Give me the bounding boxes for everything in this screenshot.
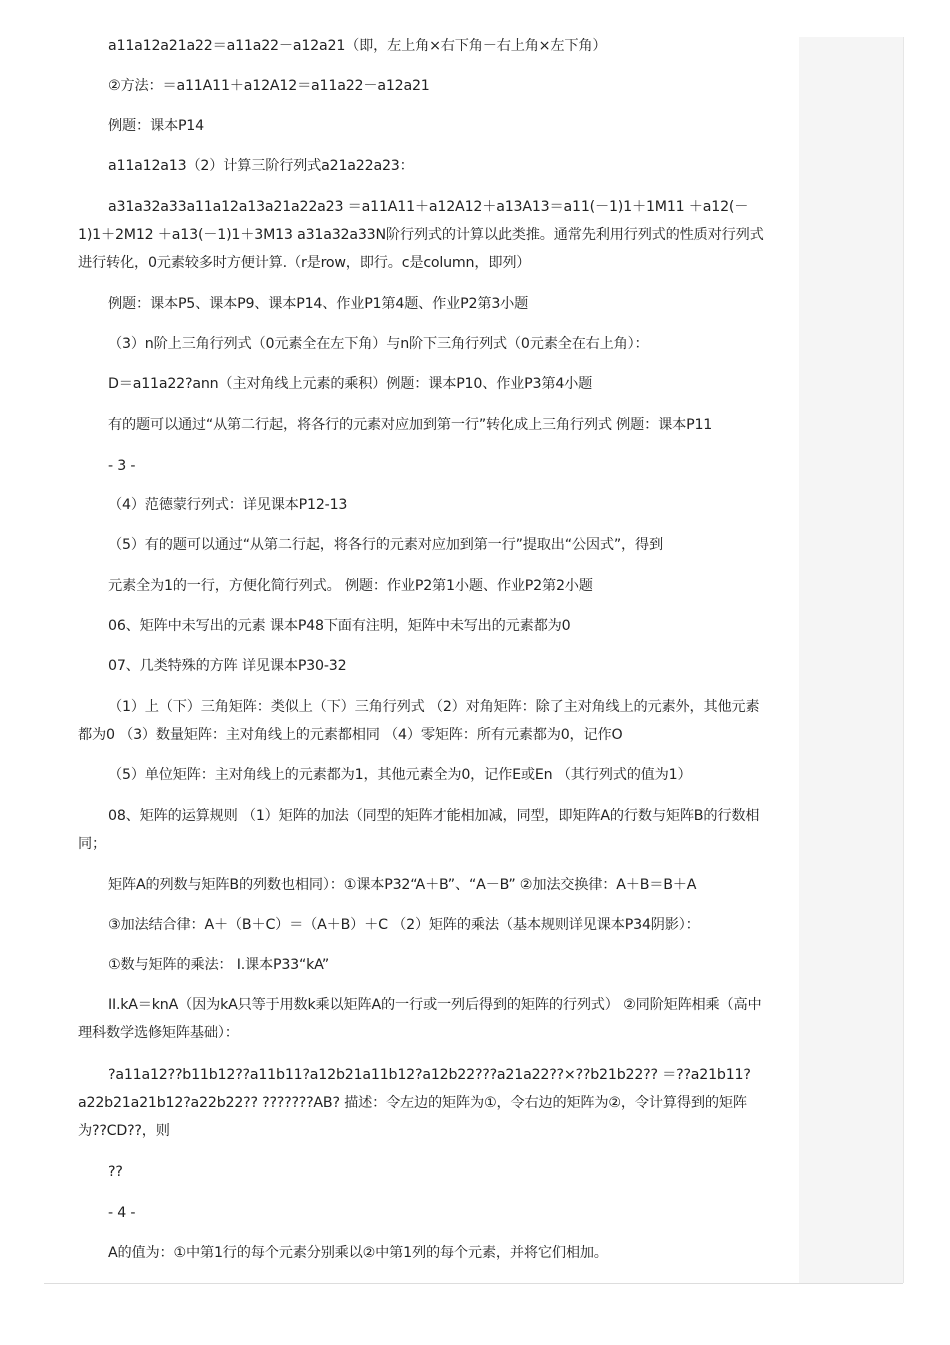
heading-07-special-matrices: 07、几类特殊的方阵 详见课本P30-32: [108, 658, 347, 674]
right-side-panel: [799, 37, 904, 1283]
paragraph-kA-explanation: II.kA＝knA（因为kA只等于用数k乘以矩阵A的一行或一列后得到的矩阵的行列式） ②同阶矩阵相乘（高中理科数学选修矩阵基础）：: [78, 997, 762, 1041]
page-number-4: - 4 -: [108, 1205, 136, 1221]
heading-06-unwritten-elements: 06、矩阵中未写出的元素 课本P48下面有注明，矩阵中未写出的元素都为0: [108, 618, 571, 634]
text-line-example-p14: 例题：课本P14: [108, 118, 204, 134]
text-line-associative-law: ③加法结合律：A＋（B＋C）＝（A＋B）＋C （2）矩阵的乘法（基本规则详见课本P34阴影）：: [108, 917, 700, 933]
text-line-scalar-multiplication: ①数与矩阵的乘法： I.课本P33“kA”: [108, 957, 330, 973]
text-line-examples-list: 例题：课本P5、课本P9、课本P14、作业P1第4题、作业P2第3小题: [108, 296, 529, 312]
text-line-row-addition: 有的题可以通过“从第二行起，将各行的元素对应加到第一行”转化成上三角行列式 例题：课本P11: [108, 417, 713, 433]
text-line-ones-row: 元素全为1的一行，方便化简行列式。 例题：作业P2第1小题、作业P2第2小题: [108, 578, 593, 594]
page-number-3: - 3 -: [108, 458, 136, 474]
paragraph-08-operations: 08、矩阵的运算规则 （1）矩阵的加法（同型的矩阵才能相加减，同型，即矩阵A的行数与矩阵B的行数相同；: [78, 808, 760, 852]
paragraph-matrix-types: （1）上（下）三角矩阵：类似上（下）三角行列式 （2）对角矩阵：除了主对角线上的元素外，其他元素都为0 （3）数量矩阵：主对角线上的元素都相同 （4）零矩阵：所有元素都为0，记作O: [78, 699, 760, 743]
text-line-triangular-determinant: （3）n阶上三角行列式（0元素全在左下角）与n阶下三角行列式（0元素全在右上角）：: [108, 336, 649, 352]
text-line-addition-rules: 矩阵A的列数与矩阵B的列数也相同）：①课本P32“A＋B”、“A－B” ②加法交换律：A＋B＝B＋A: [108, 877, 697, 893]
paragraph-expansion: a31a32a33a11a12a13a21a22a23 ＝a11A11＋a12A12＋a13A13＝a11(－1)1＋1M11 ＋a12(－1)1＋2M12 ＋a13(－1)1＋3M13 a31a32a33N阶行列式的计算以此类推。通常先利用行列式的性质对行列式进行转化，0元素较多时方便计算.（r是row，即行。c是column，即列）: [78, 199, 764, 271]
text-line-diagonal-product: D＝a11a22?ann（主对角线上元素的乘积）例题：课本P10、作业P3第4小题: [108, 376, 593, 392]
text-line-vandermonde: （4）范德蒙行列式：详见课本P12-13: [108, 497, 348, 513]
text-line-common-factor: （5）有的题可以通过“从第二行起，将各行的元素对应加到第一行”提取出“公因式”，得到: [108, 537, 663, 553]
page-bottom-divider: [44, 1283, 903, 1284]
text-line-value-of-A: A的值为：①中第1行的每个元素分别乘以②中第1列的每个元素，并将它们相加。: [108, 1245, 608, 1261]
text-line-third-order: a11a12a13（2）计算三阶行列式a21a22a23：: [108, 158, 414, 174]
text-line-placeholder: ??: [108, 1164, 123, 1180]
text-line-method: ②方法：＝a11A11＋a12A12＝a11a22－a12a21: [108, 78, 430, 94]
paragraph-matrix-product: ?a11a12??b11b12??a11b11?a12b21a11b12?a12b22???a21a22??×??b21b22?? ＝??a21b11?a22b21a21b12?a22b22?? ???????AB? 描述：令左边的矩阵为①，令右边的矩阵为②，令计算得到的矩阵为??CD??，则: [78, 1067, 751, 1139]
text-line-determinant-2x2: a11a12a21a22＝a11a22－a12a21（即，左上角×右下角－右上角×左下角）: [108, 38, 607, 54]
text-line-identity-matrix: （5）单位矩阵：主对角线上的元素都为1，其他元素全为0，记作E或En （其行列式的值为1）: [108, 767, 692, 783]
